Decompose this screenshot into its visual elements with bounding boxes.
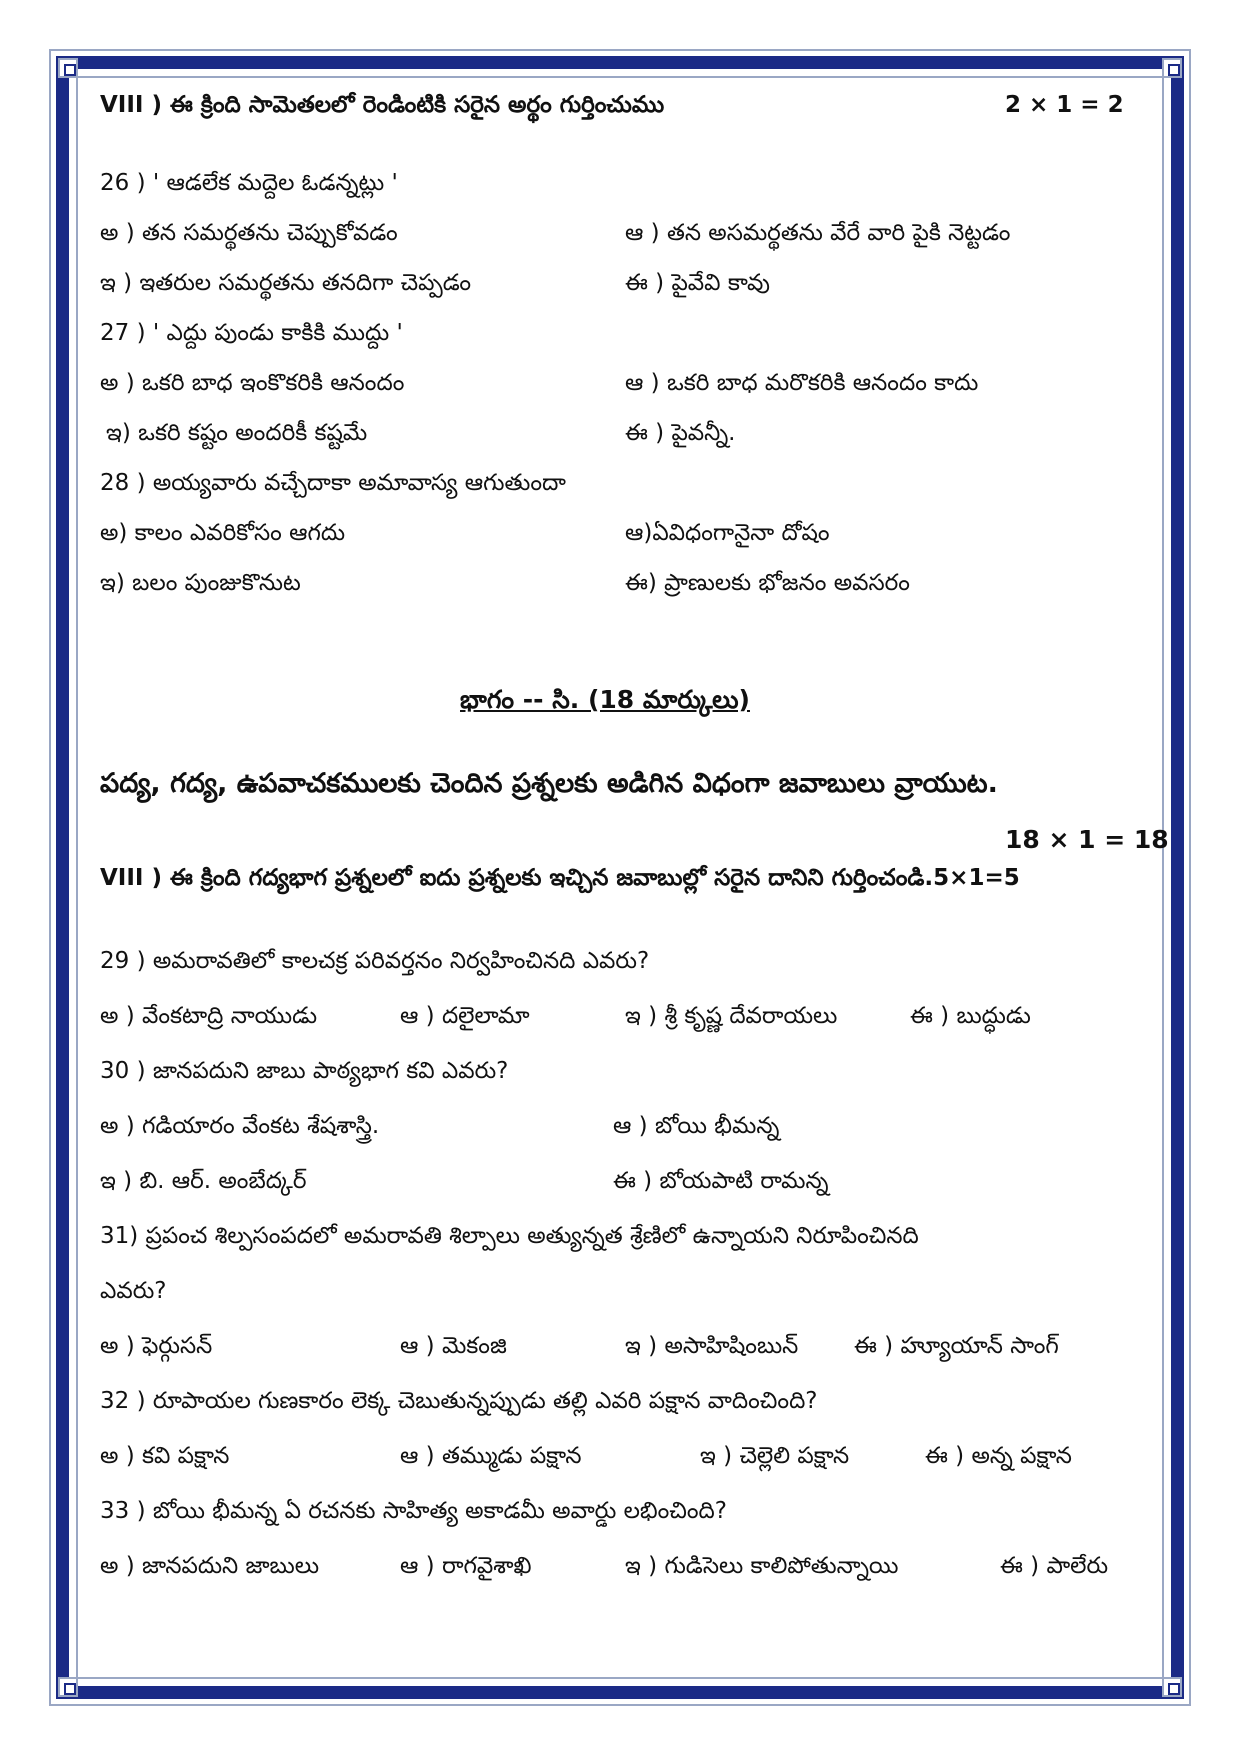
corner-ornament-bottom-right [1162, 1677, 1182, 1697]
q27-option-c: ఇ) ఒకరి కష్టం అందరికీ కష్టమే [106, 420, 368, 446]
q27-option-a: అ ) ఒకరి బాధ ఇంకొకరికి ఆనందం [100, 370, 405, 396]
q32-option-d: ఈ ) అన్న పక్షాన [925, 1443, 1072, 1469]
q29-option-a: అ ) వేంకటాద్రి నాయుడు [100, 1003, 318, 1029]
q30-option-b: ఆ ) బోయి భీమన్న [613, 1113, 780, 1139]
question-31-continued: ఎవరు? [100, 1278, 167, 1304]
part-c-marks: 18 × 1 = 18 [1005, 825, 1169, 854]
question-30: 30 ) జానపదుని జాబు పాఠ్యభాగ కవి ఎవరు? [100, 1058, 509, 1084]
q31-option-c: ఇ ) అసాహిషింబున్ [625, 1333, 799, 1359]
q32-option-a: అ ) కవి పక్షాన [100, 1443, 230, 1469]
q27-option-d: ఈ ) పైవన్నీ. [625, 420, 736, 446]
part-c-title: భాగం -- సి. (18 మార్కులు) [460, 685, 750, 714]
q30-option-d: ఈ ) బోయపాటి రామన్న [613, 1168, 829, 1194]
question-28: 28 ) అయ్యవారు వచ్చేదాకా అమావాస్య ఆగుతుందా [100, 470, 566, 496]
corner-ornament-bottom-left [58, 1677, 78, 1697]
section-heading-b: VIII ) ఈ క్రింది గద్యభాగ ప్రశ్నలలో ఐదు ప్రశ్నలకు ఇచ్చిన జవాబుల్లో సరైన దానిని గుర్తించండి.5×1=5 [100, 865, 1020, 891]
q28-option-b: ఆ)ఏవిధంగానైనా దోషం [625, 520, 830, 546]
question-32: 32 ) రూపాయల గుణకారం లెక్క చెబుతున్నప్పుడు తల్లి ఎవరి పక్షాన వాదించింది? [100, 1388, 818, 1414]
q33-option-c: ఇ ) గుడిసెలు కాలిపోతున్నాయి [625, 1553, 899, 1579]
part-c-instruction: పద్య, గద్య, ఉపవాచకములకు చెందిన ప్రశ్నలకు అడిగిన విధంగా జవాబులు వ్రాయుట. [100, 768, 998, 799]
section-heading: VIII ) ఈ క్రింది సామెతలలో రెండింటికి సరైన అర్థం గుర్తించుము [100, 92, 665, 118]
q26-option-c: ఇ ) ఇతరుల సమర్థతను తనదిగా చెప్పడం [100, 270, 472, 296]
section-marks: 2 × 1 = 2 [1005, 92, 1124, 118]
q26-option-a: అ ) తన సమర్థతను చెప్పుకోవడం [100, 220, 398, 246]
q33-option-a: అ ) జానపదుని జాబులు [100, 1553, 320, 1579]
question-31: 31) ప్రపంచ శిల్పసంపదలో అమరావతి శిల్పాలు అత్యున్నత శ్రేణిలో ఉన్నాయని నిరూపించినది [100, 1223, 919, 1249]
question-29: 29 ) అమరావతిలో కాలచక్ర పరివర్తనం నిర్వహించినది ఎవరు? [100, 948, 650, 974]
q32-option-b: ఆ ) తమ్ముడు పక్షాన [400, 1443, 582, 1469]
q28-option-d: ఈ) ప్రాణులకు భోజనం అవసరం [625, 570, 910, 596]
q30-option-c: ఇ ) బి. ఆర్. అంబేద్కర్ [100, 1168, 307, 1194]
page-content [100, 0, 1169, 1755]
q33-option-b: ఆ ) రాగవైశాఖి [400, 1553, 532, 1579]
q29-option-c: ఇ ) శ్రీ కృష్ణ దేవరాయలు [625, 1003, 838, 1029]
q26-option-d: ఈ ) పైవేవి కావు [625, 270, 771, 296]
question-26: 26 ) ' ఆడలేక మద్దెల ఓడన్నట్లు ' [100, 170, 398, 196]
question-27: 27 ) ' ఎద్దు పుండు కాకికి ముద్దు ' [100, 320, 403, 346]
q28-option-c: ఇ) బలం పుంజుకొనుట [100, 570, 301, 596]
q29-option-d: ఈ ) బుద్ధుడు [910, 1003, 1031, 1029]
q31-option-d: ఈ ) హ్యూయాన్ సాంగ్ [854, 1333, 1059, 1359]
q31-option-a: అ ) ఫెర్గుసన్ [100, 1333, 213, 1359]
q32-option-c: ఇ ) చెల్లెలి పక్షాన [700, 1443, 850, 1469]
q30-option-a: అ ) గడియారం వేంకట శేషశాస్త్రి. [100, 1113, 380, 1139]
q29-option-b: ఆ ) దలైలామా [400, 1003, 530, 1029]
question-33: 33 ) బోయి భీమన్న ఏ రచనకు సాహిత్య అకాడమీ అవార్డు లభించింది? [100, 1498, 728, 1524]
corner-ornament-top-right [1162, 58, 1182, 78]
corner-ornament-top-left [58, 58, 78, 78]
q31-option-b: ఆ ) మెకంజి [400, 1333, 507, 1359]
q28-option-a: అ) కాలం ఎవరికోసం ఆగదు [100, 520, 346, 546]
q27-option-b: ఆ ) ఒకరి బాధ మరొకరికి ఆనందం కాదు [625, 370, 979, 396]
q33-option-d: ఈ ) పాలేరు [1000, 1553, 1109, 1579]
q26-option-b: ఆ ) తన అసమర్థతను వేరే వారి పైకి నెట్టడం [625, 220, 1011, 246]
